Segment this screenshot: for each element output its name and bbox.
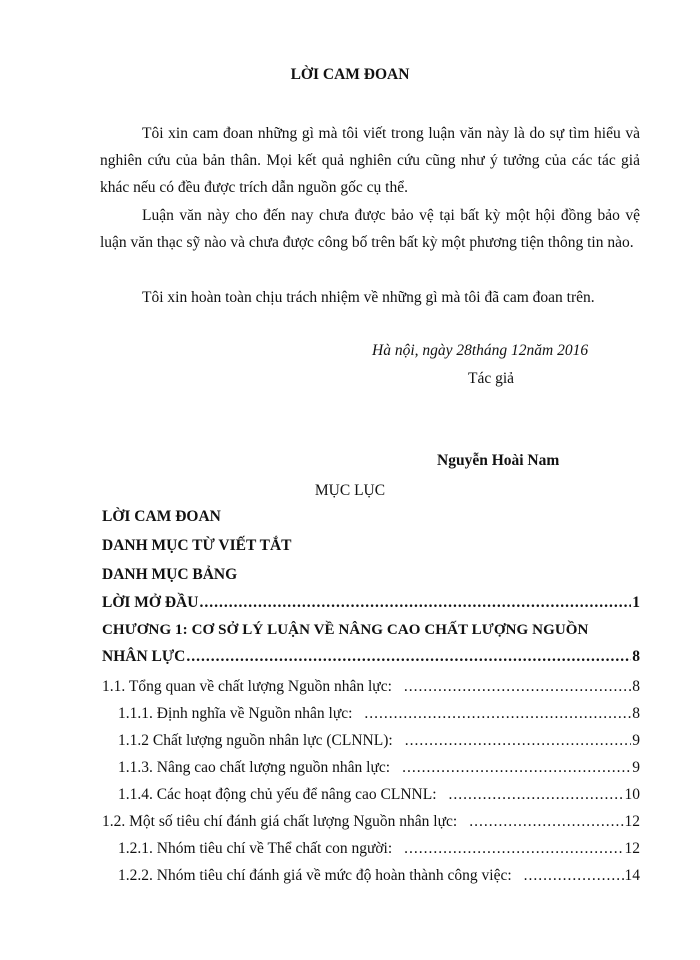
declaration-paragraph-1: Tôi xin cam đoan những gì mà tôi viết trong luận văn này là do sự tìm hiểu và nghiên cứu của bản thân. Mọi kết quả nghiên cứu cũng như ý tưởng của các tác giả khác nếu có đều được trích dẫn nguồn gốc cụ thể. — [100, 125, 640, 196]
toc-entry-label: 1.1.4. Các hoạt động chủ yếu để nâng cao CLNNL: — [118, 786, 437, 803]
toc-entry-1-2-2[interactable] — [118, 867, 640, 885]
toc-entry-page: 9 — [632, 759, 640, 776]
toc-leader — [186, 648, 631, 666]
toc-entry-page: 8 — [632, 648, 640, 665]
toc-leader — [469, 813, 623, 831]
toc-entry-1-1-3[interactable] — [118, 759, 640, 777]
toc-chapter-1-title[interactable]: CHƯƠNG 1: CƠ SỞ LÝ LUẬN VỀ NÂNG CAO CHẤT LƯỢNG NGUỒN — [102, 622, 589, 638]
toc-entry-label: 1.2.1. Nhóm tiêu chí về Thể chất con người: — [118, 840, 393, 857]
toc-entry-page: 8 — [632, 705, 640, 722]
toc-title: MỤC LỤC — [314, 482, 386, 499]
place-date: Hà nội, ngày 28tháng 12năm 2016 — [372, 342, 589, 359]
author-label: Tác giả — [468, 370, 515, 387]
author-name: Nguyễn Hoài Nam — [437, 452, 560, 469]
toc-entry-page: 12 — [624, 813, 640, 830]
toc-entry-1-1-1[interactable] — [118, 705, 640, 723]
toc-entry-label: LỜI MỞ ĐẦU — [102, 594, 199, 611]
toc-entry-1-2[interactable] — [102, 813, 640, 831]
toc-leader — [402, 759, 631, 777]
toc-entry-1-1[interactable] — [102, 678, 640, 696]
toc-entry-label: 1.1.1. Định nghĩa về Nguồn nhân lực: — [118, 705, 353, 722]
toc-leader — [404, 840, 623, 858]
toc-leader — [449, 786, 624, 804]
toc-entry-chapter-1[interactable] — [102, 648, 640, 666]
toc-heading-tables: DANH MỤC BẢNG — [102, 566, 238, 583]
toc-leader — [199, 594, 631, 612]
toc-entry-label: 1.1. Tổng quan về chất lượng Nguồn nhân lực: — [102, 678, 392, 695]
toc-leader — [404, 678, 631, 696]
toc-entry-label: 1.1.2 Chất lượng nguồn nhân lực (CLNNL): — [118, 732, 393, 749]
toc-entry-page: 12 — [624, 840, 640, 857]
toc-entry-label: 1.2.2. Nhóm tiêu chí đánh giá về mức độ hoàn thành công việc: — [118, 867, 512, 884]
toc-entry-1-2-1[interactable] — [118, 840, 640, 858]
toc-entry-page: 9 — [632, 732, 640, 749]
declaration-paragraph-2: Luận văn này cho đến nay chưa được bảo vệ tại bất kỳ một hội đồng bảo vệ luận văn thạc sỹ nào và chưa được công bố trên bất kỳ một phương tiện thông tin nào. — [100, 207, 640, 251]
declaration-paragraph-3: Tôi xin hoàn toàn chịu trách nhiệm về những gì mà tôi đã cam đoan trên. — [142, 289, 595, 306]
toc-entry-1-1-2[interactable] — [118, 732, 640, 750]
toc-entry-page: 14 — [624, 867, 640, 884]
toc-heading-abbreviations: DANH MỤC TỪ VIẾT TẮT — [102, 537, 292, 554]
toc-leader — [364, 705, 631, 723]
toc-entry-label: 1.1.3. Nâng cao chất lượng nguồn nhân lực: — [118, 759, 391, 776]
toc-leader — [405, 732, 632, 750]
toc-heading-declaration: LỜI CAM ĐOAN — [102, 508, 221, 525]
toc-entry-page: 1 — [632, 594, 640, 611]
toc-entry-intro[interactable] — [102, 594, 640, 612]
toc-entry-label: 1.2. Một số tiêu chí đánh giá chất lượng Nguồn nhân lực: — [102, 813, 458, 830]
toc-leader — [524, 867, 624, 885]
toc-entry-page: 8 — [632, 678, 640, 695]
toc-entry-1-1-4[interactable] — [118, 786, 640, 804]
toc-entry-page: 10 — [624, 786, 640, 803]
declaration-title: LỜI CAM ĐOAN — [290, 66, 410, 83]
toc-entry-label: NHÂN LỰC — [102, 648, 186, 665]
